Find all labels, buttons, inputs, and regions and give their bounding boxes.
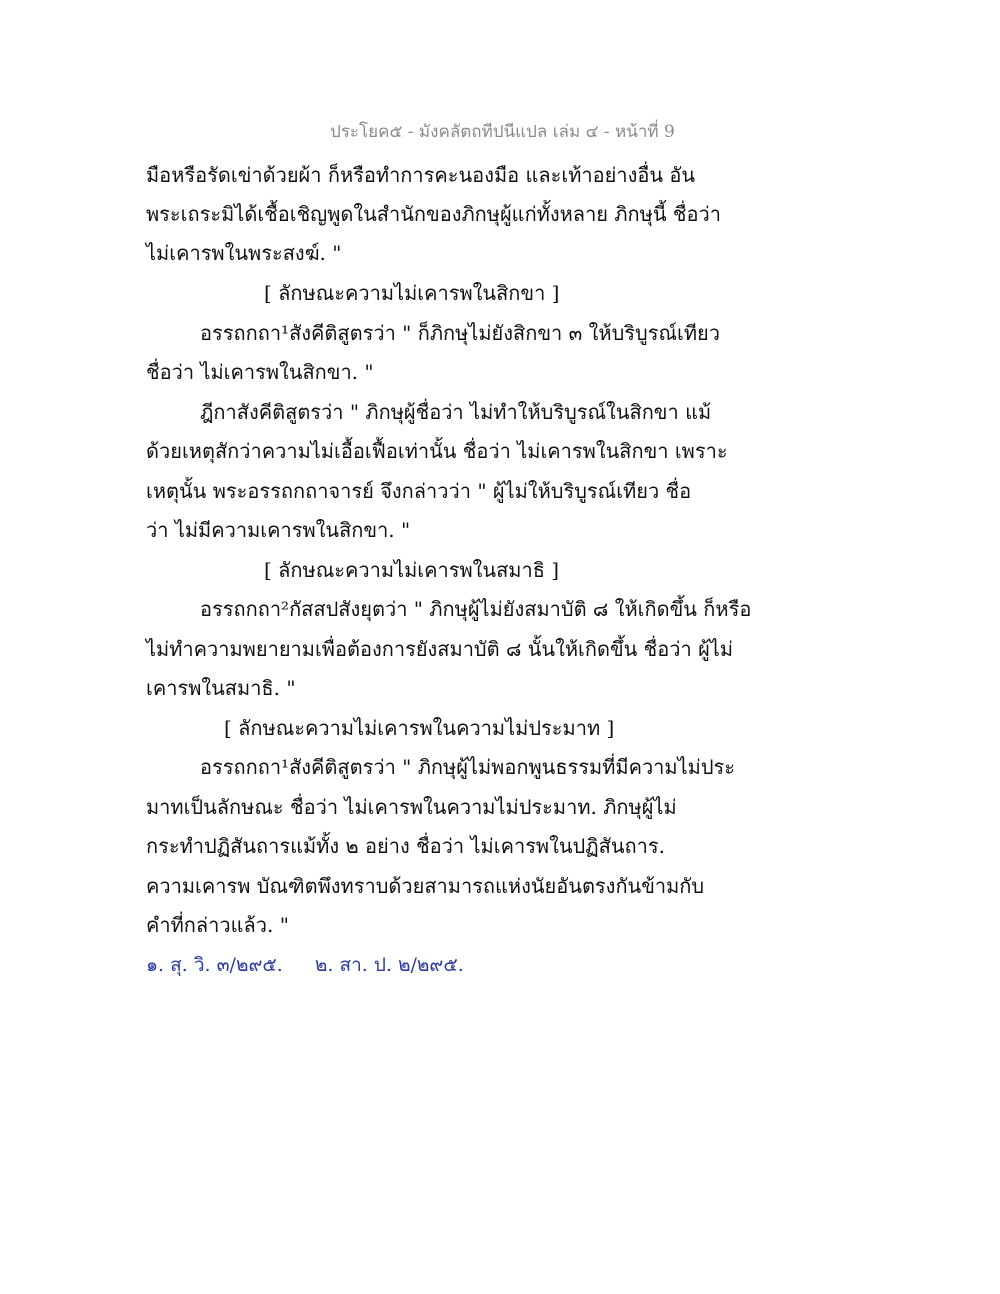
footnote-1: ๑. สุ. วิ. ๓/๒๙๕. [146,954,283,976]
body-line: อรรถกถา²กัสสปสังยุตว่า " ภิกษุผู้ไม่ยังสมาบัติ ๘ ให้เกิดขึ้น ก็หรือ [200,597,752,621]
section-heading: [ ลักษณะความไม่เคารพในความไม่ประมาท ] [224,716,615,740]
body-line: ไม่เคารพในพระสงฆ์. " [146,241,342,265]
body-line: ฎีกาสังคีติสูตรว่า " ภิกษุผู้ชื่อว่า ไม่ทำให้บริบูรณ์ในสิกขา แม้ [200,400,712,424]
body-line: ว่า ไม่มีความเคารพในสิกขา. " [146,518,411,542]
body-line: เหตุนั้น พระอรรถกถาจารย์ จึงกล่าวว่า " ผู้ไม่ให้บริบูรณ์เทียว ชื่อ [146,479,692,503]
page-header: ประโยค๕ - มังคลัตถทีปนีแปล เล่ม ๔ - หน้าที่ 9 [330,122,675,142]
body-line: ความเคารพ บัณฑิตพึงทราบด้วยสามารถแห่งนัยอันตรงกันข้ามกับ [146,874,705,898]
body-line: คำที่กล่าวแล้ว. " [146,913,289,937]
body-line: มือหรือรัดเข่าด้วยผ้า ก็หรือทำการคะนองมือ และเท้าอย่างอื่น อัน [146,163,696,187]
body-line: ด้วยเหตุสักว่าความไม่เอื้อเฟื้อเท่านั้น ชื่อว่า ไม่เคารพในสิกขา เพราะ [146,439,728,463]
body-line: อรรถกถา¹สังคีติสูตรว่า " ก็ภิกษุไม่ยังสิกขา ๓ ให้บริบูรณ์เทียว [200,321,720,345]
body-line: ไม่ทำความพยายามเพื่อต้องการยังสมาบัติ ๘ นั้นให้เกิดขึ้น ชื่อว่า ผู้ไม่ [146,637,734,661]
section-heading: [ ลักษณะความไม่เคารพในสิกขา ] [264,281,560,305]
body-line: เคารพในสมาธิ. " [146,676,296,700]
section-heading: [ ลักษณะความไม่เคารพในสมาธิ ] [264,558,560,582]
body-line: มาทเป็นลักษณะ ชื่อว่า ไม่เคารพในความไม่ประมาท. ภิกษุผู้ไม่ [146,795,677,819]
body-line: พระเถระมิได้เชื้อเชิญพูดในสำนักของภิกษุผู้แก่ทั้งหลาย ภิกษุนี้ ชื่อว่า [146,202,721,226]
footnotes [146,950,464,980]
body-line: อรรถกถา¹สังคีติสูตรว่า " ภิกษุผู้ไม่พอกพูนธรรมที่มีความไม่ประ [200,755,736,779]
body-line: ชื่อว่า ไม่เคารพในสิกขา. " [146,360,374,384]
footnote-2: ๒. สา. ป. ๒/๒๙๕. [314,954,464,976]
body-line: กระทำปฏิสันถารแม้ทั้ง ๒ อย่าง ชื่อว่า ไม่เคารพในปฏิสันถาร. [146,834,665,858]
